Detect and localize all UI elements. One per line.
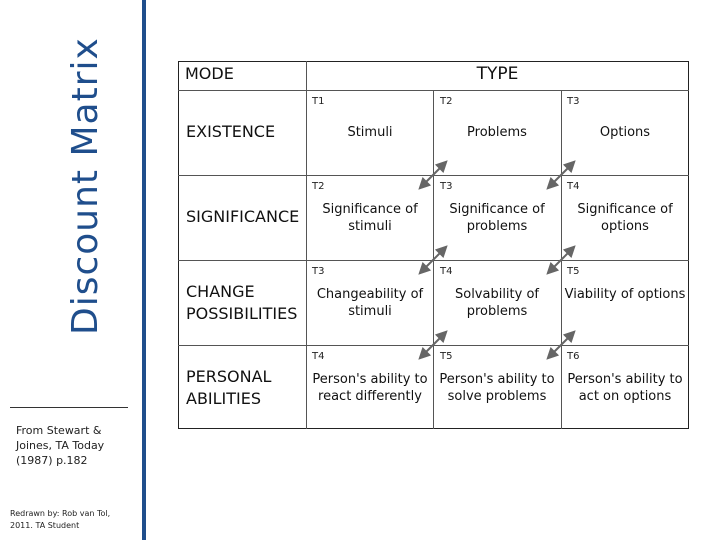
- cell-significance-of-stimuli: Significance of stimuli: [322, 202, 418, 234]
- tag-r2-c1: T2: [312, 181, 325, 192]
- cell-ability-to-act: Person's ability to act on options: [567, 372, 683, 404]
- tag-r4-c1: T4: [312, 351, 325, 362]
- type-header: TYPE: [476, 64, 519, 84]
- slide-title: Discount Matrix: [65, 37, 106, 335]
- tag-r1-c1: T1: [312, 96, 325, 107]
- row-label-change-possibilities: CHANGE POSSIBILITIES: [186, 282, 298, 323]
- cell-options: Options: [599, 125, 651, 140]
- tag-r3-c2: T4: [440, 266, 453, 277]
- cell-solvability-of-problems: Solvability of problems: [454, 287, 540, 319]
- cell-stimuli: Stimuli: [347, 125, 393, 140]
- cell-ability-to-solve: Person's ability to solve problems: [439, 372, 555, 404]
- row-label-existence: EXISTENCE: [186, 122, 276, 141]
- redrawn-credit: Redrawn by: Rob van Tol, 2011. TA Student: [10, 509, 111, 530]
- tag-r1-c3: T3: [567, 96, 580, 107]
- cell-changeability-of-stimuli: Changeability of stimuli: [316, 287, 424, 319]
- row-label-personal-abilities: PERSONAL ABILITIES: [186, 367, 272, 408]
- cell-significance-of-options: Significance of options: [577, 202, 673, 234]
- tag-r4-c2: T5: [440, 351, 453, 362]
- tag-r1-c2: T2: [440, 96, 453, 107]
- tag-r4-c3: T6: [567, 351, 580, 362]
- cell-significance-of-problems: Significance of problems: [449, 202, 545, 234]
- cell-problems: Problems: [467, 125, 527, 140]
- source-divider: [10, 407, 128, 408]
- mode-header: MODE: [185, 64, 234, 83]
- cell-viability-of-options: Viability of options: [564, 287, 686, 302]
- tag-r3-c1: T3: [312, 266, 325, 277]
- tag-r3-c3: T5: [567, 266, 580, 277]
- cell-ability-to-react: Person's ability to react differently: [312, 372, 428, 404]
- tag-r2-c3: T4: [567, 181, 580, 192]
- source-citation: From Stewart & Joines, TA Today (1987) p.182: [16, 424, 105, 467]
- header-divider: [306, 61, 307, 90]
- row-label-significance: SIGNIFICANCE: [186, 207, 300, 226]
- tag-r2-c2: T3: [440, 181, 453, 192]
